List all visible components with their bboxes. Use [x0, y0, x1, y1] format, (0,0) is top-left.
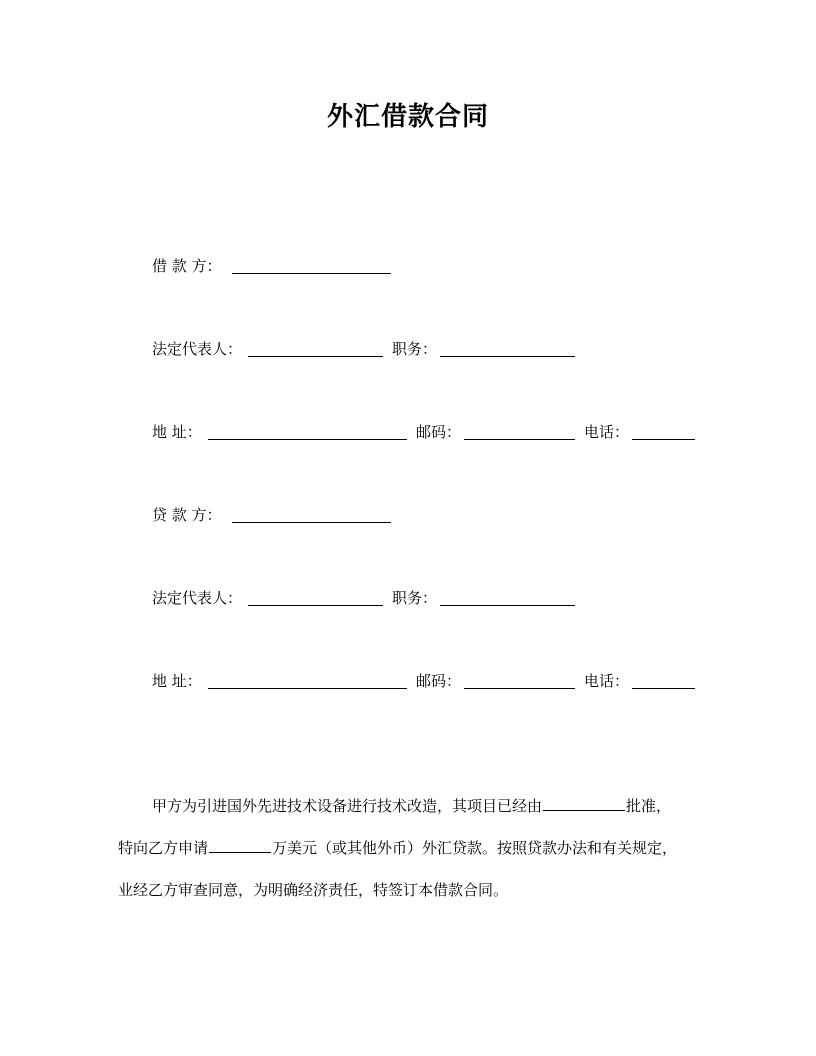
lender-postcode-field[interactable] — [464, 688, 575, 689]
body-line-2-text-a: 特向乙方申请 — [118, 839, 209, 857]
lender-address-label: 地 址： — [152, 672, 202, 690]
lender-legal-rep-field[interactable] — [248, 605, 383, 606]
borrower-party-field[interactable] — [232, 273, 391, 274]
lender-legal-rep-label: 法定代表人： — [152, 589, 243, 607]
lender-party-label: 贷 款 方： — [152, 506, 222, 524]
borrower-phone-field[interactable] — [632, 439, 695, 440]
body-line-1 — [152, 794, 712, 818]
loan-amount-field[interactable] — [209, 851, 271, 853]
body-line-1-text-b: 批准， — [626, 797, 672, 815]
borrower-party-label: 借 款 方： — [152, 257, 222, 275]
borrower-position-field[interactable] — [440, 356, 575, 357]
borrower-postcode-field[interactable] — [464, 439, 575, 440]
body-line-3-text: 业经乙方审查同意，为明确经济责任，特签订本借款合同。 — [118, 881, 509, 899]
borrower-address-field[interactable] — [208, 439, 407, 440]
lender-address-field[interactable] — [208, 688, 407, 689]
lender-position-field[interactable] — [440, 605, 575, 606]
lender-position-label: 职务： — [392, 589, 438, 607]
borrower-address-label: 地 址： — [152, 423, 202, 441]
borrower-phone-label: 电话： — [584, 423, 630, 441]
body-line-1-text-a: 甲方为引进国外先进技术设备进行技术改造，其项目已经由 — [152, 797, 543, 815]
document-title: 外汇借款合同 — [326, 102, 489, 132]
body-line-2-text-b: 万美元（或其他外币）外汇贷款。按照贷款办法和有关规定， — [272, 839, 678, 857]
lender-postcode-label: 邮码： — [416, 672, 462, 690]
body-line-2 — [118, 836, 698, 860]
approving-authority-field[interactable] — [543, 809, 625, 811]
borrower-legal-rep-field[interactable] — [248, 356, 383, 357]
body-line-3 — [118, 878, 698, 902]
lender-phone-field[interactable] — [632, 688, 695, 689]
borrower-position-label: 职务： — [392, 340, 438, 358]
lender-party-field[interactable] — [232, 522, 391, 523]
lender-phone-label: 电话： — [584, 672, 630, 690]
borrower-postcode-label: 邮码： — [416, 423, 462, 441]
borrower-legal-rep-label: 法定代表人： — [152, 340, 243, 358]
